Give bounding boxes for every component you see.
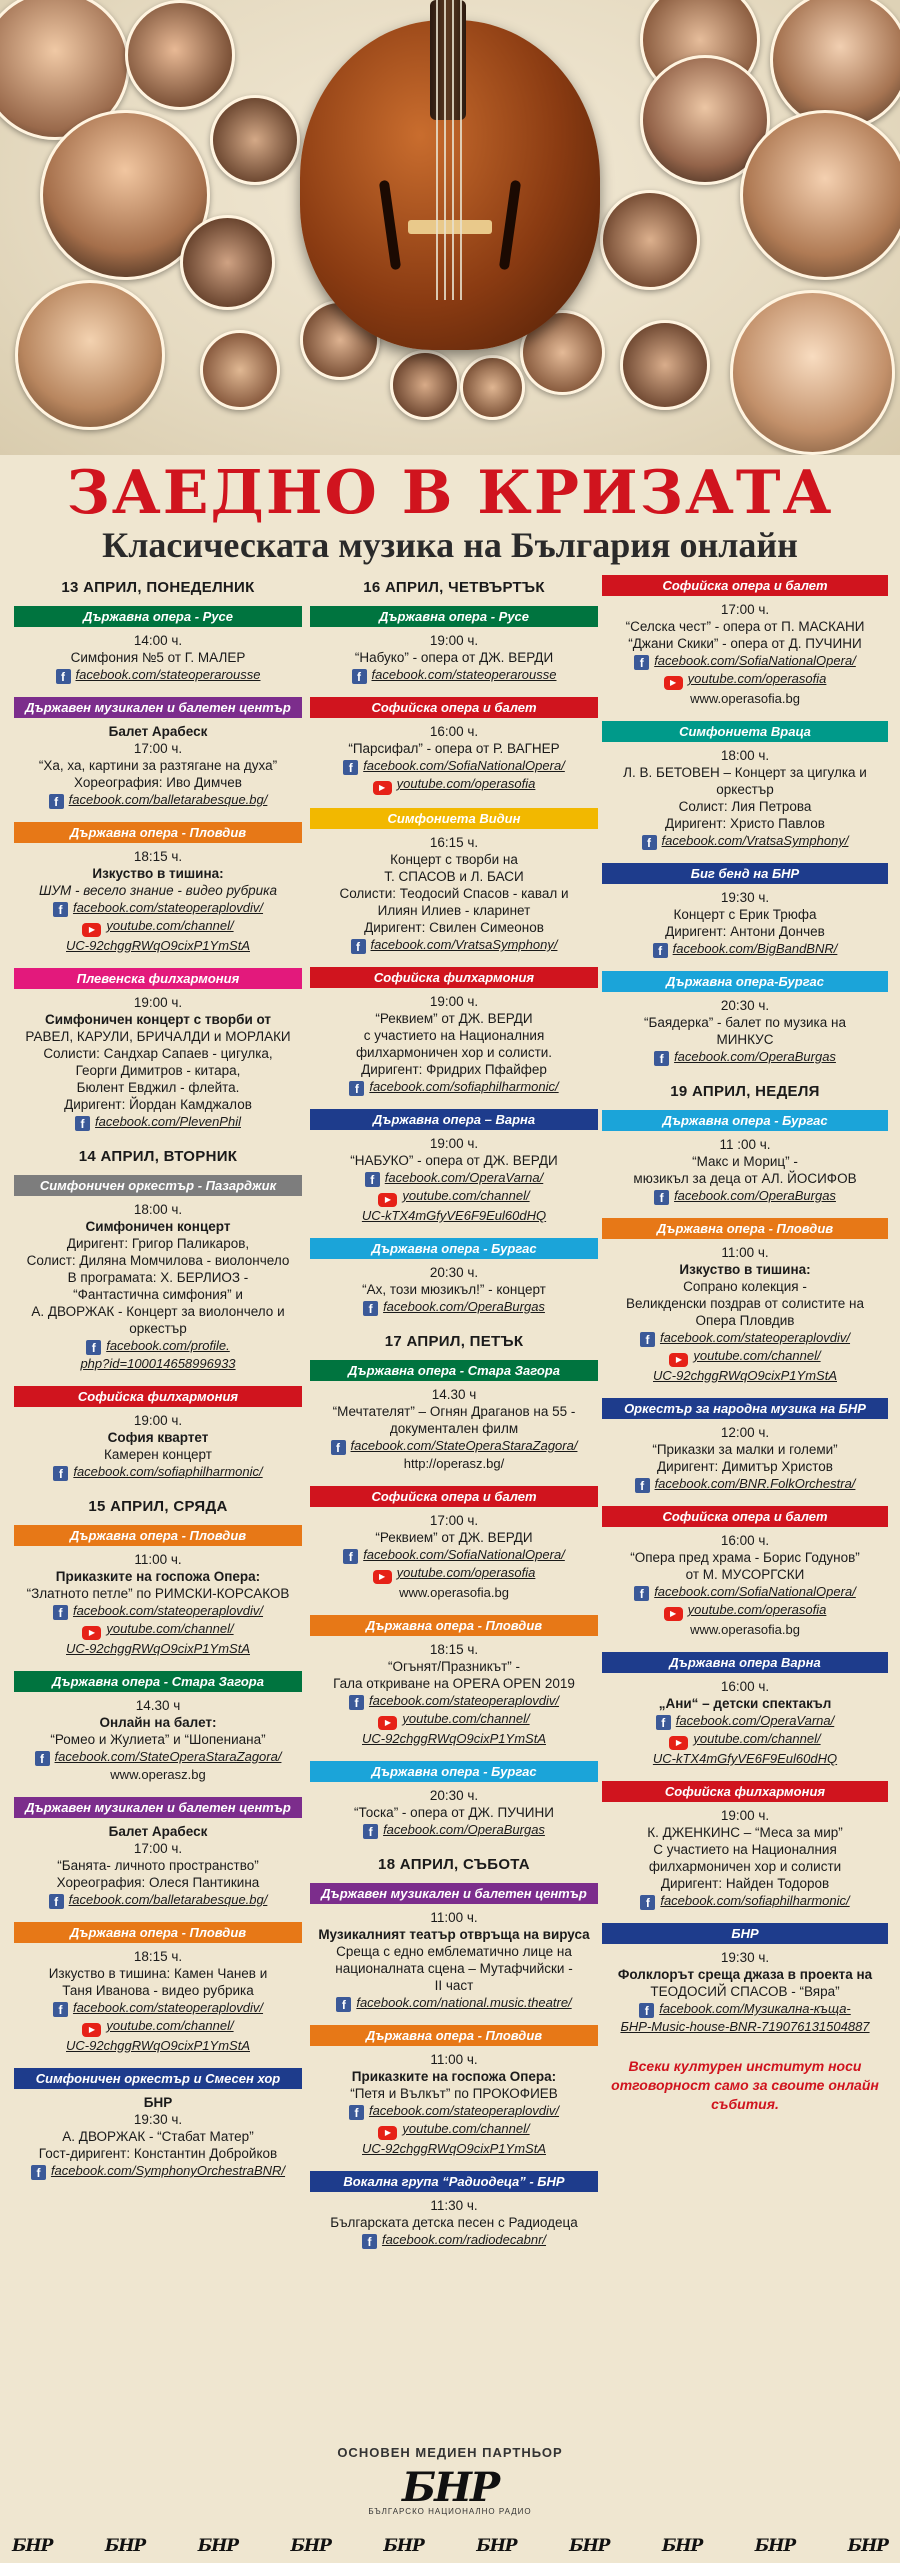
- event-entry: [602, 863, 888, 958]
- web-link[interactable]: UC-92chggRWqO9cixP1YmStA: [66, 938, 250, 953]
- event-entry: [310, 1486, 598, 1602]
- event-detail-text: 19:00 ч.: [133, 1413, 183, 1428]
- facebook-link[interactable]: f facebook.com/sofiaphilharmonic/: [602, 1892, 888, 1910]
- event-detail-text: 19:00 ч.: [429, 633, 479, 648]
- event-entry: [14, 1922, 302, 2055]
- event-detail-text: 18:15 ч.: [429, 1642, 479, 1657]
- day-heading: 14 АПРИЛ, ВТОРНИК: [78, 1148, 238, 1165]
- event-entry: [602, 1506, 888, 1639]
- facebook-link[interactable]: f facebook.com/Музикална-къща-: [602, 2000, 888, 2018]
- station-logo: БНР: [661, 2535, 703, 2556]
- event-detail-text: Онлайн на балет:: [99, 1715, 217, 1730]
- organizer-bar: Вокална група “Радиодеца” - БНР: [310, 2171, 598, 2192]
- event-entry: [14, 697, 302, 809]
- event-detail-text: 19:00 ч.: [133, 995, 183, 1010]
- event-detail-text: Диригент: Христо Павлов: [665, 816, 825, 831]
- event-detail-text: националната сцена – Мутафчийски -: [335, 1961, 573, 1976]
- day-heading: 13 АПРИЛ, ПОНЕДЕЛНИК: [61, 579, 255, 596]
- event-entry: [602, 575, 888, 708]
- event-detail-text: Солист: Диляна Момчилова - виолончело: [26, 1253, 290, 1268]
- day-heading: 19 АПРИЛ, НЕДЕЛЯ: [670, 1083, 820, 1100]
- event-entry: [310, 1883, 598, 2012]
- event-detail-text: мюзикъл за деца от АЛ. ЙОСИФОВ: [633, 1171, 857, 1186]
- youtube-link[interactable]: ▶ youtube.com/operasofia: [310, 1564, 598, 1584]
- web-link[interactable]: UC-92chggRWqO9cixP1YmStA: [362, 1731, 546, 1746]
- event-detail-text: “Мечтателят” – Огнян Драганов на 55 -: [332, 1404, 576, 1419]
- organizer-bar: Държавна опера - Бургас: [310, 1238, 598, 1259]
- facebook-link[interactable]: f facebook.com/national.music.theatre/: [310, 1994, 598, 2012]
- event-entry: [602, 1110, 888, 1205]
- organizer-bar: Държавна опера - Пловдив: [14, 822, 302, 843]
- page-title: ЗАЕДНО В КРИЗАТА: [66, 458, 834, 528]
- station-logo: БНР: [569, 2535, 610, 2556]
- event-entry: [14, 1525, 302, 1658]
- web-link[interactable]: UC-92chggRWqO9cixP1YmStA: [66, 1641, 250, 1656]
- web-link[interactable]: UC-kTX4mGfyVE6F9Eul60dHQ: [361, 1208, 547, 1223]
- day-heading: 18 АПРИЛ, СЪБОТА: [378, 1856, 530, 1873]
- event-entry: [310, 1615, 598, 1748]
- day-heading: 17 АПРИЛ, ПЕТЪК: [384, 1333, 524, 1350]
- youtube-link[interactable]: ▶ youtube.com/channel/: [310, 1187, 598, 1207]
- bnr-logo: БНР: [401, 2464, 499, 2511]
- organizer-bar: Симфоничен оркестър и Смесен хор: [14, 2068, 302, 2089]
- event-entry: [14, 606, 302, 684]
- event-detail-text: Симфоничен концерт с творби от: [44, 1012, 272, 1027]
- facebook-link[interactable]: f facebook.com/SymphonyOrchestraBNR/: [14, 2162, 302, 2180]
- event-detail-text: “Ха, ха, картини за разтягане на духа”: [38, 758, 278, 773]
- facebook-link[interactable]: f facebook.com/stateoperaplovdiv/: [602, 1329, 888, 1347]
- cello-string: [460, 0, 462, 300]
- event-detail-text: МИНКУС: [716, 1032, 774, 1047]
- event-detail-text: 14:00 ч.: [133, 633, 183, 648]
- facebook-link[interactable]: f facebook.com/SofiaNationalOpera/: [602, 1583, 888, 1601]
- web-link[interactable]: UC-92chggRWqO9cixP1YmStA: [66, 2038, 250, 2053]
- event-detail-text: “Банята- личното пространство”: [57, 1858, 259, 1873]
- station-logo: БНР: [104, 2535, 146, 2556]
- event-entry: [310, 808, 598, 954]
- facebook-link[interactable]: f facebook.com/SofiaNationalOpera/: [602, 652, 888, 670]
- event-detail-text: 11:00 ч.: [430, 2052, 478, 2067]
- organizer-bar: Държавна опера - Пловдив: [310, 2025, 598, 2046]
- organizer-bar: БНР: [602, 1923, 888, 1944]
- event-entry: [310, 2025, 598, 2158]
- event-detail-text: Таня Иванова - видео рубрика: [62, 1983, 254, 1998]
- event-detail-text: “Макс и Мориц” -: [692, 1154, 798, 1169]
- organizer-bar: Държавна опера - Пловдив: [602, 1218, 888, 1239]
- web-link[interactable]: UC-92chggRWqO9cixP1YmStA: [362, 2141, 546, 2156]
- event-detail-text: Симфония №5 от Г. МАЛЕР: [70, 650, 246, 665]
- event-detail-text: 20:30 ч.: [720, 998, 770, 1013]
- station-logo: БНР: [847, 2535, 888, 2556]
- organizer-bar: Симфоничен оркестър - Пазарджик: [14, 1175, 302, 1196]
- event-detail-text: 16:15 ч.: [429, 835, 479, 850]
- event-detail-text: 18:00 ч.: [720, 748, 770, 763]
- event-detail-text: В програмата: Х. БЕРЛИОЗ -: [67, 1270, 249, 1285]
- event-entry: [14, 1671, 302, 1784]
- bnr-logo-tagline: БЪЛГАРСКО НАЦИОНАЛНО РАДИО: [368, 2507, 532, 2516]
- cello-bridge: [408, 220, 492, 234]
- event-entry: [310, 1761, 598, 1839]
- event-detail-text: “Тоска” - опера от ДЖ. ПУЧИНИ: [354, 1805, 554, 1820]
- youtube-link[interactable]: ▶ youtube.com/channel/: [14, 917, 302, 937]
- event-detail-text: 18:15 ч.: [133, 849, 183, 864]
- web-link[interactable]: php?id=100014658996933: [80, 1356, 236, 1371]
- event-detail-text: Приказките на госпожа Опера:: [351, 2069, 557, 2084]
- event-detail-text: Хореография: Олеся Пантикина: [56, 1875, 260, 1890]
- event-detail-text: филхармоничен хор и солисти: [648, 1859, 842, 1874]
- facebook-link[interactable]: f facebook.com/stateoperaplovdiv/: [310, 1692, 598, 1710]
- event-entry: [310, 967, 598, 1096]
- event-detail-text: 11:00 ч.: [721, 1245, 769, 1260]
- facebook-link[interactable]: f facebook.com/balletarabesque.bg/: [14, 791, 302, 809]
- event-detail-text: оркестър: [716, 782, 774, 797]
- event-detail-text: 16:00 ч.: [720, 1679, 770, 1694]
- event-entry: [310, 1238, 598, 1316]
- organizer-bar: Държавна опера - Стара Загора: [14, 1671, 302, 1692]
- event-detail-text: Диригент: Григор Паликаров,: [66, 1236, 250, 1251]
- facebook-link[interactable]: f facebook.com/OperaBurgas: [602, 1048, 888, 1066]
- facebook-link[interactable]: f facebook.com/stateoperaplovdiv/: [14, 899, 302, 917]
- cello-string: [444, 0, 446, 300]
- event-detail-text: 20:30 ч.: [429, 1788, 479, 1803]
- youtube-link[interactable]: ▶ youtube.com/operasofia: [310, 775, 598, 795]
- disclaimer-note: Всеки културен институт носи отговорност само за своите онлайн събития.: [611, 2058, 879, 2112]
- organizer-bar: Държавна опера - Пловдив: [310, 1615, 598, 1636]
- facebook-link[interactable]: f facebook.com/BNR.FolkOrchestra/: [602, 1475, 888, 1493]
- event-detail-text: Солист: Лия Петрова: [678, 799, 812, 814]
- portrait-photo: [730, 290, 895, 455]
- event-detail-text: Гост-диригент: Константин Добройков: [38, 2146, 278, 2161]
- event-entry: [602, 1398, 888, 1493]
- organizer-bar: Държавна опера - Бургас: [602, 1110, 888, 1131]
- event-detail-text: Диригент: Антони Дончев: [665, 924, 825, 939]
- event-detail-text: Великденски поздрав от солистите на: [626, 1296, 864, 1311]
- event-detail-text: “Петя и Вълкът” по ПРОКОФИЕВ: [350, 2086, 558, 2101]
- event-detail-text: К. ДЖЕНКИНС – “Меса за мир”: [647, 1825, 843, 1840]
- event-detail-text: 19:30 ч.: [720, 1950, 770, 1965]
- event-detail-text: Л. В. БЕТОВЕН – Концерт за цигулка и: [623, 765, 867, 780]
- event-detail-text: 11:00 ч.: [134, 1552, 182, 1567]
- event-detail-text: “Селска чест” - опера от П. МАСКАНИ: [625, 619, 865, 634]
- event-detail-text: Бюлент Евджил - флейта.: [76, 1080, 240, 1095]
- organizer-bar: Софийска опера и балет: [310, 697, 598, 718]
- event-detail-text: 17:00 ч.: [720, 602, 770, 617]
- facebook-link[interactable]: f facebook.com/profile.: [14, 1337, 302, 1355]
- web-link[interactable]: www.operasofia.bg: [690, 1622, 800, 1637]
- event-detail-text: “Набуко” - опера от ДЖ. ВЕРДИ: [354, 650, 554, 665]
- portrait-photo: [180, 215, 275, 310]
- event-detail-text: Георги Димитров - китара,: [75, 1063, 241, 1078]
- youtube-link[interactable]: ▶ youtube.com/channel/: [14, 2017, 302, 2037]
- organizer-bar: Държавна опера - Русе: [310, 606, 598, 627]
- organizer-bar: Биг бенд на БНР: [602, 863, 888, 884]
- schedule-column-3: [602, 575, 888, 2122]
- event-detail-text: “Ромео и Жулиета” и “Шопениана”: [50, 1732, 266, 1747]
- cello-string: [452, 0, 454, 300]
- facebook-link[interactable]: f facebook.com/OperaBurgas: [310, 1821, 598, 1839]
- event-entry: [14, 1386, 302, 1481]
- event-detail-text: 11 :00 ч.: [719, 1137, 771, 1152]
- event-detail-text: София квартет: [107, 1430, 209, 1445]
- day-heading: 15 АПРИЛ, СРЯДА: [88, 1498, 228, 1515]
- event-detail-text: Т. СПАСОВ и Л. БАСИ: [384, 869, 524, 884]
- event-detail-text: Балет Арабеск: [108, 724, 208, 739]
- youtube-link[interactable]: ▶ youtube.com/channel/: [14, 1620, 302, 1640]
- facebook-link[interactable]: f facebook.com/OperaBurgas: [602, 1187, 888, 1205]
- event-detail-text: “Реквием” от ДЖ. ВЕРДИ: [375, 1530, 533, 1545]
- station-logo: БНР: [476, 2535, 517, 2556]
- facebook-link[interactable]: f facebook.com/stateoperaplovdiv/: [14, 1602, 302, 1620]
- event-detail-text: 16:00 ч.: [429, 724, 479, 739]
- event-entry: [14, 1797, 302, 1909]
- event-detail-text: Симфоничен концерт: [85, 1219, 231, 1234]
- facebook-link[interactable]: f facebook.com/balletarabesque.bg/: [14, 1891, 302, 1909]
- youtube-link[interactable]: ▶ youtube.com/channel/: [602, 1730, 888, 1750]
- organizer-bar: Държавен музикален и балетен център: [14, 697, 302, 718]
- event-detail-text: “Опера пред храма - Борис Годунов”: [630, 1550, 860, 1565]
- station-logo: БНР: [197, 2535, 239, 2556]
- organizer-bar: Софийска опера и балет: [602, 575, 888, 596]
- youtube-link[interactable]: ▶ youtube.com/operasofia: [602, 670, 888, 690]
- organizer-bar: Симфониета Видин: [310, 808, 598, 829]
- event-entry: [310, 697, 598, 795]
- facebook-link[interactable]: f facebook.com/radiodecabnr/: [310, 2231, 598, 2249]
- event-detail-text: Солисти: Теодосий Спасов - кавал и: [339, 886, 569, 901]
- event-detail-text: “Фантастична симфония” и: [73, 1287, 243, 1302]
- portrait-photo: [600, 190, 700, 290]
- event-entry: [602, 1218, 888, 1385]
- organizer-bar: Държавна опера – Варна: [310, 1109, 598, 1130]
- media-partner: [0, 2445, 900, 2516]
- event-detail-text: Балет Арабеск: [108, 1824, 208, 1839]
- event-detail-text: Солисти: Сандхар Сапаев - цигулка,: [43, 1046, 273, 1061]
- event-detail-text: Гала откриване на OPERA OPEN 2019: [333, 1676, 575, 1691]
- youtube-link[interactable]: ▶ youtube.com/channel/: [602, 1347, 888, 1367]
- event-entry: [310, 1109, 598, 1225]
- organizer-bar: Държавна опера - Русе: [14, 606, 302, 627]
- event-detail-text: Илиян Илиев - кларинет: [377, 903, 531, 918]
- event-detail-text: А. ДВОРЖАК - Концерт за виолончело и оркестър: [31, 1304, 285, 1336]
- schedule-column-1: [14, 575, 302, 2193]
- event-detail-text: 19:30 ч.: [133, 2112, 183, 2127]
- organizer-bar: Държавна опера - Бургас: [310, 1761, 598, 1782]
- event-detail-text: 19:00 ч.: [429, 994, 479, 1009]
- web-link[interactable]: www.operasz.bg: [110, 1767, 206, 1782]
- portrait-photo: [460, 355, 525, 420]
- organizer-bar: Софийска филхармония: [310, 967, 598, 988]
- cello-string: [436, 0, 438, 300]
- day-heading: 16 АПРИЛ, ЧЕТВЪРТЪК: [363, 579, 545, 596]
- event-detail-text: Българската детска песен с Радиодеца: [330, 2215, 578, 2230]
- event-detail-text: ШУМ - весело знание - видео рубрика: [38, 883, 278, 898]
- event-detail-text: с участието на Националния: [363, 1028, 545, 1043]
- event-detail-text: „Ани“ – детски спектакъл: [658, 1696, 832, 1711]
- event-detail-text: БНР: [143, 2095, 173, 2110]
- facebook-link[interactable]: f facebook.com/OperaVarna/: [602, 1712, 888, 1730]
- event-entry: [602, 721, 888, 850]
- event-detail-text: Среща с едно емблематично лице на: [336, 1944, 572, 1959]
- facebook-link[interactable]: f facebook.com/SofiaNationalOpera/: [310, 757, 598, 775]
- web-link[interactable]: http://operasz.bg/: [403, 1456, 505, 1471]
- portrait-photo: [390, 350, 460, 420]
- event-detail-text: “Огънят/Празникът” -: [387, 1659, 521, 1674]
- portrait-photo: [125, 0, 235, 110]
- station-logos-row: [0, 2528, 900, 2563]
- web-link[interactable]: UC-kTX4mGfyVE6F9Eul60dHQ: [652, 1751, 838, 1766]
- event-detail-text: Хореография: Иво Димчев: [74, 775, 242, 790]
- event-detail-text: 17:00 ч.: [133, 1841, 183, 1856]
- partner-label: ОСНОВЕН МЕДИЕН ПАРТНЬОР: [337, 2445, 563, 2460]
- station-logo: БНР: [383, 2535, 424, 2556]
- organizer-bar: Симфониета Враца: [602, 721, 888, 742]
- organizer-bar: Софийска филхармония: [14, 1386, 302, 1407]
- organizer-bar: Държавна опера - Стара Загора: [310, 1360, 598, 1381]
- event-entry: [310, 1360, 598, 1473]
- portrait-photo: [620, 320, 710, 410]
- event-detail-text: Диригент: Йордан Камджалов: [64, 1097, 252, 1112]
- event-detail-text: Музикалният театър отвръща на вируса: [318, 1927, 590, 1942]
- facebook-link[interactable]: f facebook.com/StateOperaStaraZagora/: [310, 1437, 598, 1455]
- event-entry: [14, 1175, 302, 1373]
- organizer-bar: Държавна опера-Бургас: [602, 971, 888, 992]
- event-detail-text: Концерт с Ерик Трюфа: [673, 907, 817, 922]
- event-detail-text: “Реквием” от ДЖ. ВЕРДИ: [375, 1011, 533, 1026]
- facebook-link[interactable]: f facebook.com/PlevenPhil: [14, 1113, 302, 1131]
- event-detail-text: “Приказки за малки и големи”: [652, 1442, 838, 1457]
- event-entry: [602, 1652, 888, 1768]
- event-detail-text: филхармоничен хор и солисти.: [355, 1045, 553, 1060]
- event-detail-text: Диригент: Димитър Христов: [657, 1459, 833, 1474]
- event-detail-text: С участието на Националния: [653, 1842, 837, 1857]
- portrait-photo: [740, 110, 900, 280]
- organizer-bar: Държавен музикален и балетен център: [14, 1797, 302, 1818]
- event-detail-text: документален филм: [389, 1421, 519, 1436]
- event-detail-text: РАВЕЛ, КАРУЛИ, БРИЧАЛДИ и МОРЛАКИ: [25, 1029, 291, 1044]
- event-detail-text: 14.30 ч: [431, 1387, 477, 1402]
- facebook-link[interactable]: f facebook.com/stateoperarousse: [310, 666, 598, 684]
- event-detail-text: 18:00 ч.: [133, 1202, 183, 1217]
- facebook-link[interactable]: f facebook.com/stateoperaplovdiv/: [310, 2102, 598, 2120]
- event-detail-text: “Златното петле” по РИМСКИ-КОРСАКОВ: [26, 1586, 290, 1601]
- event-detail-text: Изкуство в тишина:: [92, 866, 224, 881]
- page-subtitle: Класическата музика на България онлайн: [102, 525, 798, 565]
- event-detail-text: Приказките на госпожа Опера:: [55, 1569, 261, 1584]
- organizer-bar: Държавна опера - Пловдив: [14, 1922, 302, 1943]
- event-entry: [310, 2171, 598, 2249]
- event-detail-text: 20:30 ч.: [429, 1265, 479, 1280]
- organizer-bar: Държавна опера Варна: [602, 1652, 888, 1673]
- hero-collage: [0, 0, 900, 455]
- facebook-link[interactable]: f facebook.com/OperaBurgas: [310, 1298, 598, 1316]
- event-detail-text: 19:00 ч.: [720, 1808, 770, 1823]
- event-detail-text: “Баядерка” - балет по музика на: [644, 1015, 846, 1030]
- organizer-bar: Държавен музикален и балетен център: [310, 1883, 598, 1904]
- portrait-photo: [200, 330, 280, 410]
- event-entry: [602, 1923, 888, 2036]
- event-detail-text: Диригент: Свилен Симеонов: [364, 920, 544, 935]
- event-detail-text: Диригент: Найден Тодоров: [660, 1876, 830, 1891]
- organizer-bar: Софийска филхармония: [602, 1781, 888, 1802]
- event-entry: [14, 2068, 302, 2180]
- event-detail-text: от М. МУСОРГСКИ: [685, 1567, 805, 1582]
- event-detail-text: Диригент: Фридрих Пфайфер: [361, 1062, 547, 1077]
- event-detail-text: 19:30 ч.: [720, 890, 770, 905]
- event-entry: [14, 822, 302, 955]
- event-detail-text: 12:00 ч.: [720, 1425, 770, 1440]
- event-entry: [602, 971, 888, 1066]
- event-entry: [602, 1781, 888, 1910]
- organizer-bar: Оркестър за народна музика на БНР: [602, 1398, 888, 1419]
- event-detail-text: 11:00 ч.: [430, 1910, 478, 1925]
- event-detail-text: Камерен концерт: [104, 1447, 212, 1462]
- facebook-link[interactable]: f facebook.com/StateOperaStaraZagora/: [14, 1748, 302, 1766]
- web-link[interactable]: БНР-Music-house-BNR-719076131504887: [620, 2019, 870, 2034]
- facebook-link[interactable]: f facebook.com/sofiaphilharmonic/: [14, 1463, 302, 1481]
- organizer-bar: Плевенска филхармония: [14, 968, 302, 989]
- youtube-link[interactable]: ▶ youtube.com/operasofia: [602, 1601, 888, 1621]
- event-entry: [310, 606, 598, 684]
- facebook-link[interactable]: f facebook.com/sofiaphilharmonic/: [310, 1078, 598, 1096]
- event-detail-text: Сопрано колекция -: [683, 1279, 807, 1294]
- facebook-link[interactable]: f facebook.com/stateoperarousse: [14, 666, 302, 684]
- organizer-bar: Софийска опера и балет: [310, 1486, 598, 1507]
- facebook-link[interactable]: f facebook.com/VratsaSymphony/: [310, 936, 598, 954]
- schedule-column-2: [310, 575, 598, 2262]
- youtube-link[interactable]: ▶ youtube.com/channel/: [310, 1710, 598, 1730]
- station-logo: БНР: [754, 2535, 796, 2556]
- event-detail-text: 17:00 ч.: [429, 1513, 479, 1528]
- event-detail-text: 17:00 ч.: [133, 741, 183, 756]
- event-detail-text: “Парсифал” - опера от Р. ВАГНЕР: [348, 741, 560, 756]
- event-detail-text: Изкуство в тишина:: [679, 1262, 811, 1277]
- event-detail-text: “Джани Скики” - опера от Д. ПУЧИНИ: [628, 636, 862, 651]
- station-logo: БНР: [290, 2535, 331, 2556]
- facebook-link[interactable]: f facebook.com/OperaVarna/: [310, 1169, 598, 1187]
- web-link[interactable]: www.operasofia.bg: [690, 691, 800, 706]
- organizer-bar: Държавна опера - Пловдив: [14, 1525, 302, 1546]
- facebook-link[interactable]: f facebook.com/stateoperaplovdiv/: [14, 1999, 302, 2017]
- web-link[interactable]: www.operasofia.bg: [399, 1585, 509, 1600]
- portrait-photo: [210, 95, 300, 185]
- youtube-link[interactable]: ▶ youtube.com/channel/: [310, 2120, 598, 2140]
- event-entry: [14, 968, 302, 1131]
- event-detail-text: “НАБУКО” - опера от ДЖ. ВЕРДИ: [350, 1153, 558, 1168]
- event-detail-text: 11:30 ч.: [430, 2198, 478, 2213]
- event-detail-text: А. ДВОРЖАК - “Стабат Матер”: [62, 2129, 254, 2144]
- portrait-photo: [15, 280, 165, 430]
- event-detail-text: 18:15 ч.: [133, 1949, 183, 1964]
- event-detail-text: 19:00 ч.: [429, 1136, 479, 1151]
- facebook-link[interactable]: f facebook.com/BigBandBNR/: [602, 940, 888, 958]
- event-detail-text: 14.30 ч: [135, 1698, 181, 1713]
- event-detail-text: 16:00 ч.: [720, 1533, 770, 1548]
- event-detail-text: Концерт с творби на: [390, 852, 518, 867]
- facebook-link[interactable]: f facebook.com/SofiaNationalOpera/: [310, 1546, 598, 1564]
- web-link[interactable]: UC-92chggRWqO9cixP1YmStA: [653, 1368, 837, 1383]
- event-detail-text: Изкуство в тишина: Камен Чанев и: [48, 1966, 268, 1981]
- event-detail-text: Фолклорът среща джаза в проекта на: [617, 1967, 873, 1982]
- event-detail-text: II част: [434, 1978, 474, 1993]
- organizer-bar: Софийска опера и балет: [602, 1506, 888, 1527]
- event-detail-text: Опера Пловдив: [695, 1313, 795, 1328]
- facebook-link[interactable]: f facebook.com/VratsaSymphony/: [602, 832, 888, 850]
- station-logo: БНР: [12, 2535, 53, 2556]
- event-detail-text: ТЕОДОСИЙ СПАСОВ - “Вяра”: [650, 1984, 840, 1999]
- event-detail-text: “Ах, този мюзикъл!” - концерт: [362, 1282, 546, 1297]
